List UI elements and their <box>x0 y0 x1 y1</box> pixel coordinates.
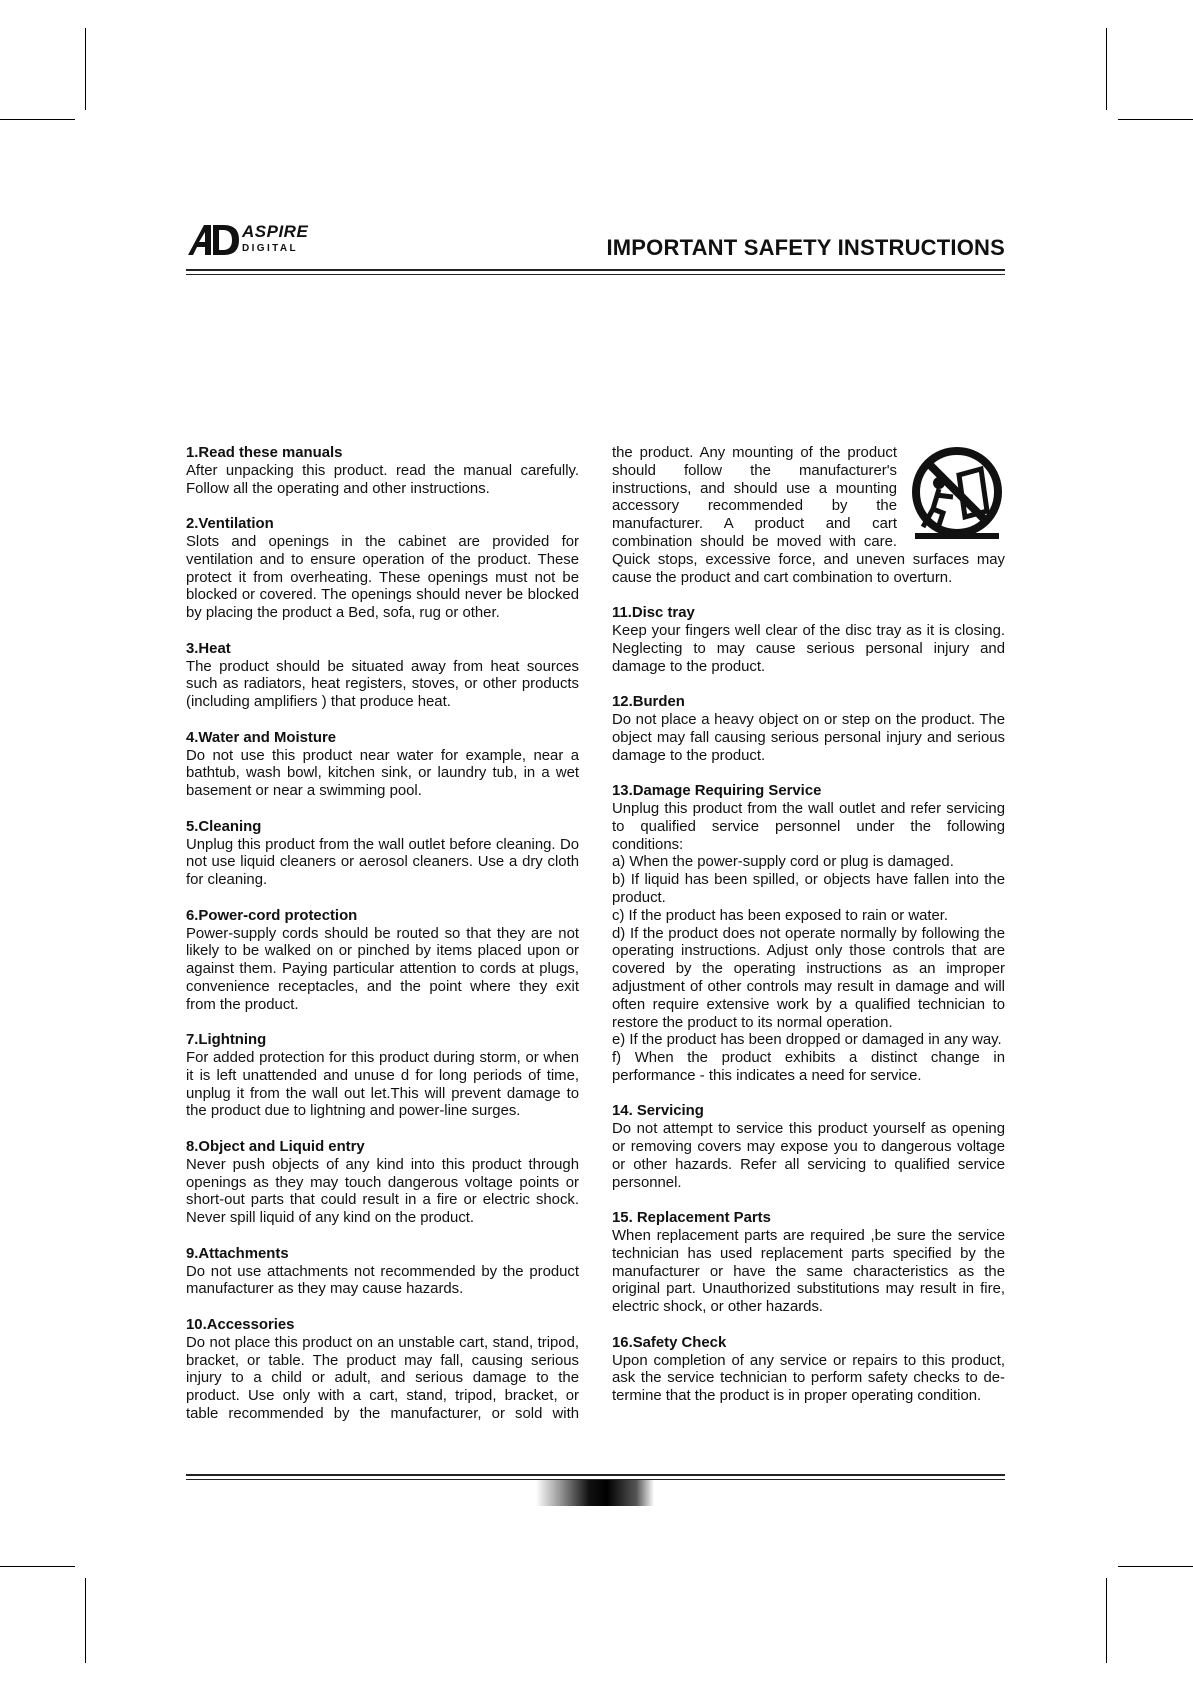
section-heading: 15. Replacement Parts <box>612 1210 771 1227</box>
condition-item: d) If the product does not operate normally by following the operating instructions. Adjust only those controls that are covered by the operating instructions as an improper adjustment of other controls may result in damage and will often require extensive work by a qualified technician to restore the product to its normal operation. <box>612 925 1005 1031</box>
condition-item: c) If the product has been exposed to rain or water. <box>612 907 949 924</box>
section-servicing <box>612 1103 1005 1192</box>
section-power-cord <box>186 908 579 1015</box>
section-heading: 12.Burden <box>612 694 685 711</box>
section-attachments <box>186 1246 579 1299</box>
brand-name: ASPIRE <box>242 222 309 241</box>
section-accessories <box>186 1317 579 1424</box>
section-body: After unpacking this product. read the manual carefully. Follow all the operating and other instructions. <box>186 462 579 497</box>
header-rule-thin <box>186 274 1005 275</box>
cart-tip-over-warning-icon <box>909 447 1005 543</box>
crop-mark <box>85 28 86 110</box>
section-disc-tray <box>612 605 1005 676</box>
condition-item: a) When the power-supply cord or plug is damaged. <box>612 854 954 871</box>
section-replacement-parts <box>612 1210 1005 1317</box>
section-heading: 6.Power-cord protection <box>186 907 358 924</box>
ad-monogram-icon <box>186 222 242 256</box>
section-burden <box>612 694 1005 765</box>
section-body: Do not attempt to service this product yourself as opening or removing covers may expose you to dangerous voltage or other hazards. Refer all servicing to qualified service personnel. <box>612 1121 1005 1191</box>
left-column <box>186 445 579 1442</box>
section-heading: 13.Damage Requiring Service <box>612 783 822 800</box>
section-body: Never push objects of any kind into this product through openings as they may touch dangerous voltage points or short-out parts that could result in a fire or electric shock. Never spill liquid of any kind on the product. <box>186 1156 579 1227</box>
brand-subtitle: DIGITAL <box>242 243 299 254</box>
section-cleaning <box>186 819 579 890</box>
section-heat <box>186 641 579 712</box>
condition-item: e) If the product has been dropped or damaged in any way. <box>612 1032 1002 1049</box>
section-water-moisture <box>186 730 579 801</box>
section-body: Upon completion of any service or repairs to this product, ask the service technician to perform safety checks to de-termine that the product is in proper operating condition. <box>612 1352 1005 1405</box>
section-body: Unplug this product from the wall outlet before cleaning. Do not use liquid cleaners or aerosol cleaners. Use a dry cloth for cleaning. <box>186 836 579 889</box>
section-body: Do not use attachments not recommended by the product manufacturer as they may cause hazards. <box>186 1263 579 1298</box>
section-body: Unplug this product from the wall outlet and refer servicing to qualified service personnel under the following conditions: <box>612 800 1005 853</box>
section-heading: 2.Ventilation <box>186 516 274 533</box>
condition-item: b) If liquid has been spilled, or objects have fallen into the product. <box>612 872 1005 906</box>
section-body: the product. Any mounting of the product should follow the manufacturer's instructions, and should use a mounting accessory recommended by the manufacturer. A product and cart combination should be moved with care. Quick stops, excessive force, and uneven surfaces may cause the product and cart combination to overturn. <box>612 445 1005 586</box>
section-heading: 5.Cleaning <box>186 818 262 835</box>
section-heading: 16.Safety Check <box>612 1334 727 1351</box>
section-body: For added protection for this product during storm, or when it is left unattended and unuse d for long periods of time, unplug it from the wall out let.This will prevent damage to the product due to lightning and power-line surges. <box>186 1050 579 1120</box>
right-column <box>612 445 1005 1424</box>
section-body: Power-supply cords should be routed so that they are not likely to be walked on or pinched by items placed upon or against them. Paying particular attention to cords at plugs, convenience receptacles, and the point where they exit from the product. <box>186 925 579 1013</box>
section-body: Do not place a heavy object on or step on the product. The object may fall causing serious personal injury and serious damage to the product. <box>612 711 1005 764</box>
section-heading: 8.Object and Liquid entry <box>186 1139 365 1156</box>
section-heading: 14. Servicing <box>612 1103 704 1120</box>
section-lightning <box>186 1032 579 1121</box>
aspire-digital-logo <box>186 222 316 256</box>
section-body: Do not place this product on an unstable cart, stand, tripod, bracket, or table. The product may fall, causing serious injury to a child or adult, and serious damage to the product. Use only with a cart, stand, tripod, bracket, or table recommended by the manufacturer, or sold with <box>186 1334 579 1423</box>
page-title: IMPORTANT SAFETY INSTRUCTIONS <box>606 235 1005 260</box>
section-body: When replacement parts are required ,be sure the service technician has used replacement parts specified by the manufacturer or have the same characteristics as the original part. Unauthorized substitutions may result in fire, electric shock, or other hazards. <box>612 1228 1005 1316</box>
crop-mark <box>1106 28 1107 110</box>
section-heading: 3.Heat <box>186 640 231 657</box>
section-body: Keep your fingers well clear of the disc tray as it is closing. Neglecting to may cause serious personal injury and damage to the product. <box>612 622 1005 675</box>
condition-item: f) When the product exhibits a distinct change in performance - this indicates a need for service. <box>612 1050 1005 1084</box>
crop-mark <box>1106 1578 1107 1663</box>
header-rule <box>186 269 1005 271</box>
section-body: Slots and openings in the cabinet are provided for ventilation and to ensure operation of the product. These protect it from overheating. These openings must not be blocked or covered. The openings should never be blocked by placing the product a Bed, sofa, rug or other. <box>186 533 579 622</box>
crop-mark <box>1118 1566 1193 1567</box>
section-read-manuals <box>186 445 579 498</box>
crop-mark <box>85 1578 86 1663</box>
section-damage-requiring-service <box>612 783 1005 1086</box>
page-number-bar <box>536 1480 654 1506</box>
section-accessories-continued <box>612 445 1005 587</box>
section-heading: 1.Read these manuals <box>186 445 343 461</box>
section-heading: 11.Disc tray <box>612 605 695 622</box>
crop-mark <box>0 119 75 120</box>
section-body: Do not use this product near water for example, near a bathtub, wash bowl, kitchen sink, or laundry tub, in a wet basement or near a swimming pool. <box>186 747 579 800</box>
section-object-liquid <box>186 1139 579 1228</box>
section-safety-check <box>612 1335 1005 1406</box>
crop-mark <box>1118 119 1193 120</box>
section-heading: 7.Lightning <box>186 1032 267 1049</box>
crop-mark <box>0 1566 75 1567</box>
section-ventilation <box>186 516 579 623</box>
section-heading: 9.Attachments <box>186 1245 289 1262</box>
section-heading: 4.Water and Moisture <box>186 729 337 746</box>
footer-rule <box>186 1474 1005 1476</box>
section-body: The product should be situated away from heat sources such as radiators, heat registers, stoves, or other products (including amplifiers ) that produce heat. <box>186 658 579 711</box>
section-heading: 10.Accessories <box>186 1317 295 1334</box>
